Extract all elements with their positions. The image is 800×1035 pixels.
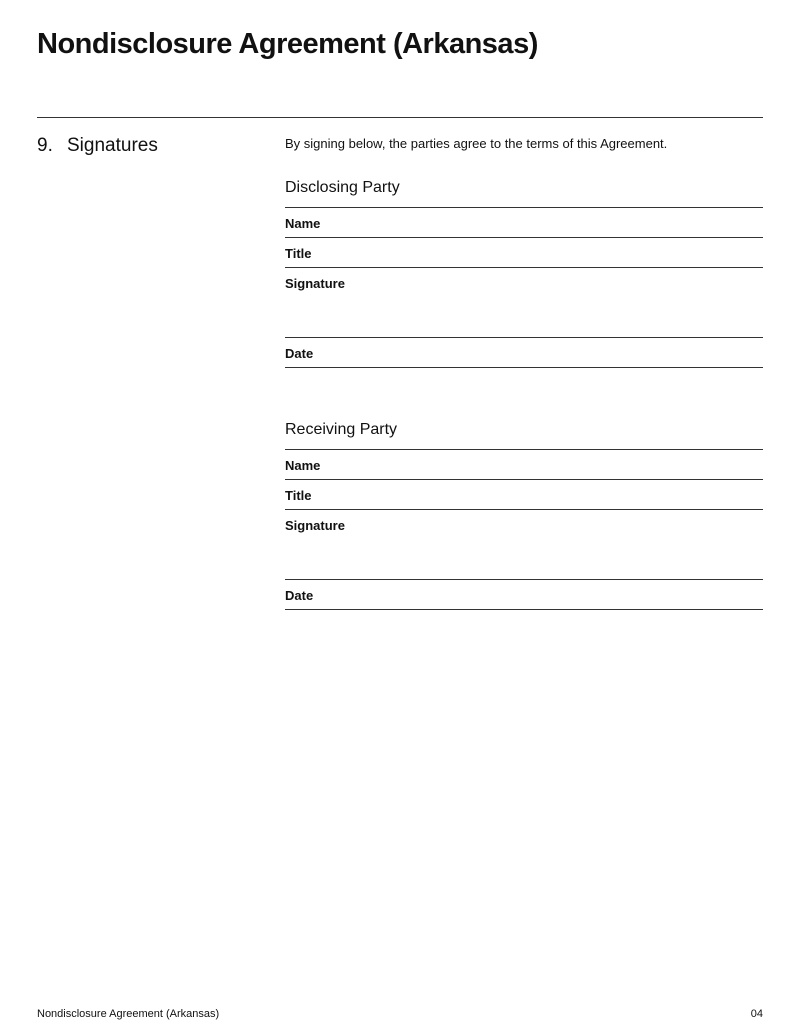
signature-field[interactable]: Signature [285,510,763,580]
title-field[interactable]: Title [285,238,763,268]
party-heading: Disclosing Party [285,179,763,208]
section-title: Signatures [67,135,158,156]
receiving-party-block [285,421,763,610]
name-field[interactable]: Name [285,450,763,480]
party-heading: Receiving Party [285,421,763,450]
date-field[interactable]: Date [285,338,763,368]
section-number: 9. [37,135,53,156]
intro-text: By signing below, the parties agree to the terms of this Agreement. [285,136,668,151]
signature-field[interactable]: Signature [285,268,763,338]
page-number: 04 [750,1008,763,1020]
title-field[interactable]: Title [285,480,763,510]
section-heading [37,135,158,157]
page-title: Nondisclosure Agreement (Arkansas) [37,28,538,60]
name-field[interactable]: Name [285,208,763,238]
signature-block [285,136,763,610]
disclosing-party-block [285,179,763,368]
date-field[interactable]: Date [285,580,763,610]
footer-title: Nondisclosure Agreement (Arkansas) [37,1008,220,1020]
divider [37,117,763,118]
